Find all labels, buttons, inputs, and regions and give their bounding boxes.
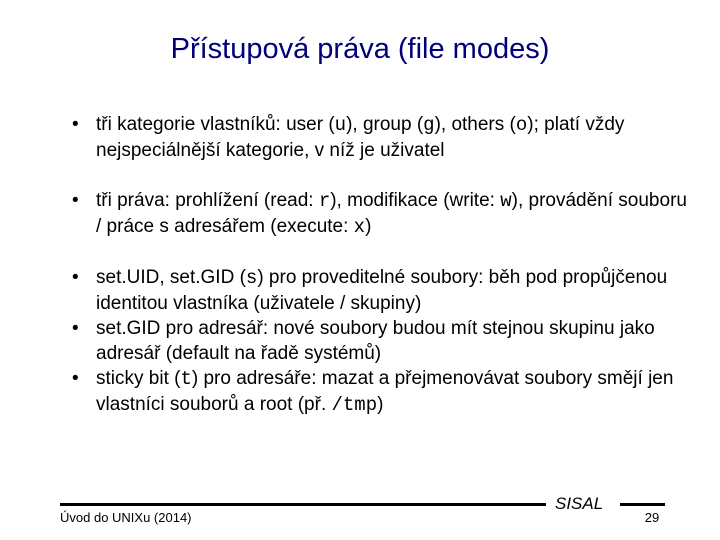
text-segment: tři kategorie vlastníků: user ( — [96, 114, 335, 135]
code-token: x — [353, 216, 366, 238]
bullet-text — [96, 114, 624, 161]
code-token: o — [515, 114, 528, 136]
text-segment: set.GID pro adresář: nové soubory budou mít stejnou skupinu jako adresář (default na řadě systémů) — [96, 318, 655, 364]
text-segment: ) — [365, 216, 372, 237]
bullet-list — [70, 112, 690, 418]
text-segment: set.UID, set.GID ( — [96, 267, 246, 288]
bullet-item — [70, 265, 690, 316]
text-segment: ) — [377, 394, 384, 415]
bullet-item — [70, 366, 690, 418]
bullet-text — [96, 190, 687, 237]
code-token: t — [180, 368, 192, 390]
code-token: s — [245, 267, 258, 289]
code-token: u — [334, 114, 347, 136]
bullet-dot: • — [72, 114, 79, 135]
text-segment: ), others ( — [434, 114, 516, 135]
bullet-text — [96, 368, 673, 415]
bullet-dot: • — [72, 318, 79, 339]
footer-course: Úvod do UNIXu (2014) — [60, 510, 192, 525]
text-segment: ), modifikace (write: — [330, 190, 501, 211]
bullet-item — [70, 188, 690, 240]
bullet-dot: • — [72, 190, 79, 211]
footer-brand: SISAL — [555, 494, 604, 513]
footer-rule-left — [60, 503, 546, 506]
text-segment: ), group ( — [346, 114, 424, 135]
code-token: /tmp — [331, 394, 378, 416]
bullet-item — [70, 316, 690, 366]
text-segment: ), provádění souboru / práce s adresářem (execute: — [96, 190, 687, 237]
text-segment: ); platí vždy nejspeciálnější kategorie, v níž je uživatel — [96, 114, 625, 161]
bullet-text — [96, 267, 667, 314]
bullet-dot: • — [72, 368, 79, 389]
text-segment: sticky bit ( — [96, 368, 181, 389]
slide-title: Přístupová práva (file modes) — [170, 33, 550, 65]
bullet-item — [70, 112, 690, 163]
bullet-dot: • — [72, 267, 79, 288]
bullet-text — [96, 318, 655, 364]
text-segment: ) pro adresáře: mazat a přejmenovávat soubory smějí jen vlastníci souborů a root (př. — [96, 368, 674, 415]
code-token: g — [423, 114, 435, 136]
text-segment: ) pro proveditelné soubory: běh pod propůjčenou identitou vlastníka (uživatele / skupiny) — [96, 267, 668, 314]
footer-rule-right — [620, 503, 665, 506]
text-segment: tři práva: prohlížení (read: — [96, 190, 319, 211]
page-number: 29 — [644, 510, 660, 525]
code-token: w — [500, 190, 512, 212]
code-token: r — [318, 190, 331, 212]
